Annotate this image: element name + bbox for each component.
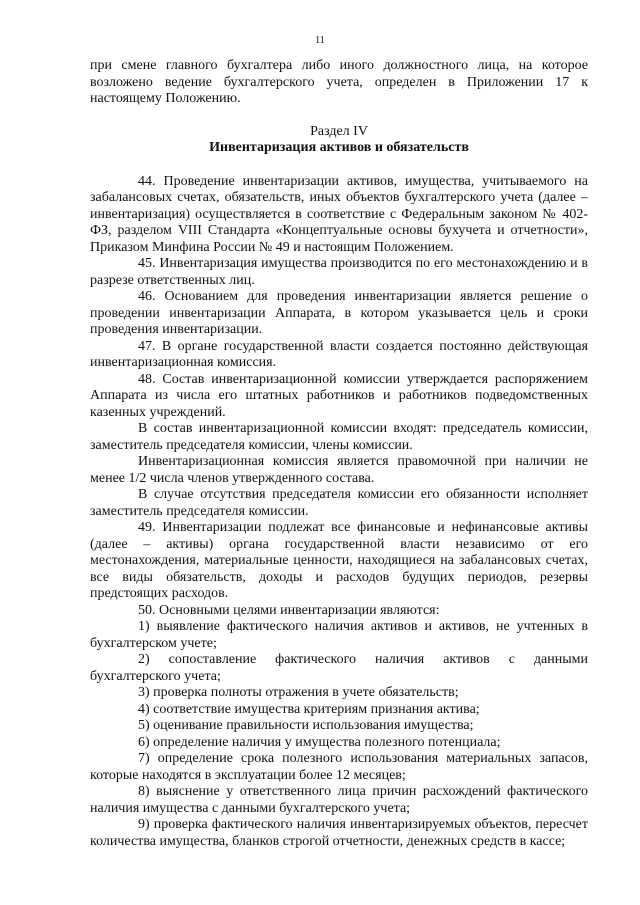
paragraph-47: 47. В органе государственной власти создается постоянно действующая инвентаризационная комиссия. — [90, 338, 588, 370]
paragraph-44: 44. Проведение инвентаризации активов, имущества, учитываемого на забалансовых счетах, обязательств, иных объектов бухгалтерского учета (далее – инвентаризация) осуществляется в соответствие с Федеральным законом № 402-ФЗ, разделом VIII Стандарта «Концептуальные основы бухучета и отчетности», Приказом Минфина России № 49 и настоящим Положением. — [90, 173, 588, 255]
list-item-4: 4) соответствие имущества критериям признания актива; — [138, 701, 480, 717]
paragraph-commission-deputy: В случае отсутствия председателя комиссии его обязанности исполняет заместитель председателя комиссии. — [90, 487, 588, 519]
section-title: Раздел IV — [310, 123, 368, 139]
list-item-7: 7) определение срока полезного использования материальных запасов, которые находятся в эксплуатации более 12 месяцев; — [90, 751, 588, 783]
paragraph-48: 48. Состав инвентаризационной комиссии утверждается распоряжением Аппарата из числа его штатных работников и работников подведомственных казенных учреждений. — [90, 371, 588, 420]
paragraph-commission-quorum: Инвентаризационная комиссия является правомочной при наличии не менее 1/2 числа членов утвержденного состава. — [90, 454, 588, 486]
paragraph-45: 45. Инвентаризация имущества производится по его местонахождению и в разрезе ответственных лиц. — [90, 256, 588, 288]
list-item-5: 5) оценивание правильности использования имущества; — [138, 718, 474, 733]
paragraph-50: 50. Основными целями инвентаризации являются: — [138, 602, 440, 618]
list-item-9: 9) проверка фактического наличия инвентаризируемых объектов, пересчет количества имущества, бланков строгой отчетности, денежных средств в кассе; — [90, 817, 588, 849]
section-subtitle: Инвентаризация активов и обязательств — [209, 140, 469, 155]
list-item-3: 3) проверка полноты отражения в учете обязательств; — [138, 685, 459, 700]
paragraph-46: 46. Основанием для проведения инвентаризации является решение о проведении инвентаризации Аппарата, в котором указывается цель и сроки проведения инвентаризации. — [90, 289, 588, 337]
list-item-8: 8) выяснение у ответственного лица причин расхождений фактического наличия имущества с данными бухгалтерского учета; — [90, 784, 588, 816]
list-item-1: 1) выявление фактического наличия активов и активов, не учтенных в бухгалтерском учете; — [90, 619, 588, 651]
intro-paragraph: при смене главного бухгалтера либо иного должностного лица, на которое возложено ведение бухгалтерского учета, определен в Приложении 17 к настоящему Положению. — [90, 58, 588, 106]
paragraph-commission-composition: В состав инвентаризационной комиссии входят: председатель комиссии, заместитель председателя комиссии, члены комиссии. — [90, 421, 588, 453]
paragraph-49: 49. Инвентаризации подлежат все финансовые и нефинансовые активы (далее – активы) органа государственной власти независимо от его местонахождения, материальные ценности, находящиеся на забалансовых счетах, все виды обязательств, доходы и расходов будущих периодов, резервы предстоящих расходов. — [90, 520, 588, 601]
document-body — [90, 58, 588, 850]
list-item-6: 6) определение наличия у имущества полезного потенциала; — [138, 734, 501, 750]
list-item-2: 2) сопоставление фактического наличия активов с данными бухгалтерского учета; — [90, 652, 588, 684]
page-number: 11 — [315, 35, 325, 46]
